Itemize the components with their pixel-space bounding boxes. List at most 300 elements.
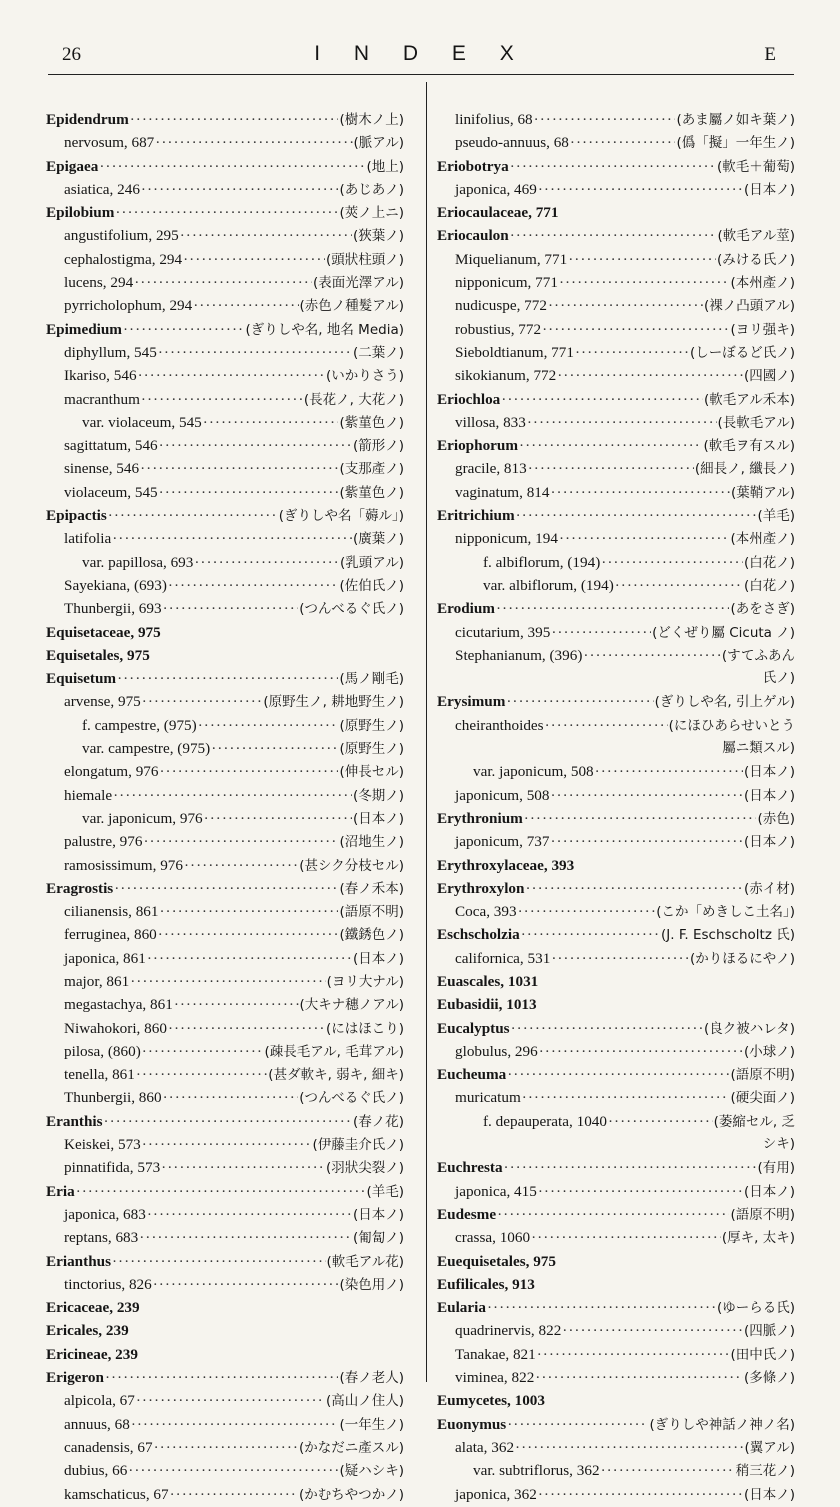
dot-leader: [575, 341, 689, 364]
entry-gloss: (軟毛アル莖): [717, 228, 795, 245]
index-entry-species: [46, 434, 404, 457]
index-entry-species: [46, 481, 404, 504]
index-entry-species: [437, 644, 795, 667]
dot-leader: [501, 388, 703, 411]
entry-term: ferruginea, 860: [64, 926, 157, 944]
dot-leader: [158, 923, 339, 946]
index-entry-species: [46, 760, 404, 783]
dot-leader: [136, 1063, 267, 1086]
index-entry-species: [46, 830, 404, 853]
dot-leader: [158, 341, 352, 364]
index-entry-species: [46, 457, 404, 480]
index-entry-species: [437, 1483, 795, 1506]
entry-term: Eriocaulon: [437, 227, 509, 245]
dot-leader: [105, 1366, 339, 1389]
index-entry-genus: [437, 1156, 795, 1179]
entry-term: robustius, 772: [455, 320, 542, 338]
entry-gloss: (羊毛): [757, 508, 795, 525]
entry-gloss: (莢ノ上ニ): [339, 205, 404, 222]
entry-term: Ericaceae, 239: [46, 1299, 140, 1317]
entry-term: Eria: [46, 1182, 75, 1200]
index-entry-genus: [46, 621, 404, 644]
entry-term: Eriophorum: [437, 437, 519, 455]
dot-leader: [138, 364, 325, 387]
index-entry-species: [437, 784, 795, 807]
dot-leader: [134, 271, 312, 294]
dot-leader: [528, 457, 694, 480]
entry-gloss: (にはほこり): [325, 1020, 404, 1037]
entry-term: f. depauperata, 1040: [483, 1112, 607, 1130]
index-entry-species: [46, 597, 404, 620]
index-entry-species: [437, 830, 795, 853]
entry-gloss: (ヨリ强キ): [730, 321, 795, 338]
index-entry-genus: [437, 155, 795, 178]
dot-leader: [76, 1180, 366, 1203]
entry-term: pyrricholophum, 294: [64, 297, 193, 315]
entry-term: nipponicum, 194: [455, 530, 558, 548]
index-entry-genus: [46, 1110, 404, 1133]
entry-term: alpicola, 67: [64, 1392, 135, 1410]
entry-gloss: (日本ノ): [743, 834, 795, 851]
index-entry-genus: [437, 504, 795, 527]
dot-leader: [194, 551, 339, 574]
entry-gloss: (一年生ノ): [339, 1416, 404, 1433]
entry-gloss: (沼地生ノ): [339, 834, 404, 851]
index-entry-species: [437, 1040, 795, 1063]
entry-gloss: (脈アル): [353, 135, 404, 152]
dot-leader: [568, 248, 716, 271]
index-entry-species: [437, 551, 795, 574]
index-entry-species: [437, 621, 795, 644]
entry-gloss: (本州產ノ): [730, 531, 795, 548]
entry-term: major, 861: [64, 972, 130, 990]
entry-gloss: (ぎりしや名, 引上ゲル): [654, 694, 795, 711]
dot-leader: [198, 714, 339, 737]
dot-leader: [112, 1250, 326, 1273]
index-entry-species: [437, 481, 795, 504]
index-entry-species: [437, 1086, 795, 1109]
entry-term: Epilobium: [46, 204, 115, 222]
entry-gloss: (田中氏ノ): [730, 1346, 795, 1363]
entry-gloss: (日本ノ): [352, 950, 404, 967]
entry-gloss: (匍匐ノ): [352, 1230, 404, 1247]
dot-leader: [168, 1017, 325, 1040]
dot-leader: [142, 1040, 264, 1063]
entry-term: Equisetaceae, 975: [46, 623, 161, 641]
entry-term: linifolius, 68: [455, 111, 533, 128]
dot-leader: [114, 877, 338, 900]
entry-gloss: (語原不明): [730, 1067, 795, 1084]
index-entry-species: [437, 271, 795, 294]
dot-leader: [108, 504, 278, 527]
entry-term: Eriocaulaceae, 771: [437, 204, 559, 222]
entry-gloss: (廣葉ノ): [352, 531, 404, 548]
index-entry-species: [437, 294, 795, 317]
dot-leader: [583, 644, 720, 667]
entry-gloss: (春ノ禾本): [339, 880, 404, 897]
entry-gloss: 稍三花ノ): [735, 1463, 795, 1480]
entry-gloss: (こか「めきしこ土名」): [656, 904, 795, 921]
entry-gloss: (みける氏ノ): [716, 251, 795, 268]
entry-term: japonica, 415: [455, 1182, 537, 1200]
entry-term: violaceum, 545: [64, 483, 158, 501]
index-entry-species: [437, 1180, 795, 1203]
entry-gloss: (ヨリ大ナル): [326, 973, 404, 990]
dot-leader: [615, 574, 743, 597]
entry-gloss: (四國ノ): [743, 368, 795, 385]
entry-term: Eritrichium: [437, 507, 515, 525]
index-entry-genus: [437, 1203, 795, 1226]
index-entry-species: [46, 1063, 404, 1086]
entry-gloss: (多條ノ): [743, 1370, 795, 1387]
entry-term: var. japonicum, 976: [82, 809, 203, 827]
entry-term: Euascales, 1031: [437, 972, 539, 990]
index-entry-genus: [46, 667, 404, 690]
index-entry-genus: [46, 1319, 404, 1342]
entry-term: f. albiflorum, (194): [483, 553, 601, 571]
entry-term: Erythroxylaceae, 393: [437, 856, 575, 874]
dot-leader: [112, 527, 352, 550]
entry-gloss: (二葉ノ): [352, 344, 404, 361]
index-entry-genus: [46, 504, 404, 527]
entry-gloss: (本州產ノ): [730, 275, 795, 292]
entry-gloss: (大キナ穗ノアル): [299, 997, 404, 1014]
index-entry-species: [46, 1226, 404, 1249]
entry-gloss: (春ノ花): [352, 1113, 404, 1130]
index-entry-species: [46, 784, 404, 807]
index-entry-species: [46, 714, 404, 737]
entry-gloss: 屬ニ類スル): [722, 740, 795, 757]
dot-leader: [168, 574, 339, 597]
dot-leader: [595, 760, 743, 783]
entry-gloss: (染色用ノ): [339, 1276, 404, 1293]
dot-leader: [506, 690, 653, 713]
dot-leader: [115, 201, 338, 224]
entry-gloss: (甚ダ軟キ, 弱キ, 細キ): [268, 1067, 404, 1084]
entry-gloss: 氏ノ): [762, 670, 795, 687]
index-entry-species: [46, 1436, 404, 1459]
entry-term: quadrinervis, 822: [455, 1322, 562, 1340]
column-divider: [426, 82, 427, 1382]
dot-leader: [601, 1459, 735, 1482]
entry-term: Eubasidii, 1013: [437, 996, 537, 1014]
entry-gloss: (僞「擬」一年生ノ): [676, 135, 795, 152]
entry-term: Eriochloa: [437, 390, 501, 408]
dot-leader: [535, 1366, 743, 1389]
entry-term: Miquelianum, 771: [455, 250, 568, 268]
entry-term: Keiskei, 573: [64, 1136, 141, 1154]
index-entry-genus: [437, 993, 795, 1016]
entry-term: sinense, 546: [64, 460, 140, 478]
entry-term: Epigaea: [46, 157, 99, 175]
dot-leader: [163, 597, 299, 620]
entry-gloss: (春ノ老人): [339, 1370, 404, 1387]
entry-gloss: (羽狀尖裂ノ): [325, 1160, 404, 1177]
dot-leader: [211, 737, 338, 760]
dot-leader: [142, 1133, 312, 1156]
entry-term: var. japonicum, 508: [473, 763, 594, 781]
dot-leader: [538, 1180, 743, 1203]
entry-term: lucens, 294: [64, 274, 134, 292]
entry-term: reptans, 683: [64, 1229, 139, 1247]
entry-gloss: (地上): [366, 158, 404, 175]
entry-gloss: (甚シク分枝セル): [299, 857, 404, 874]
index-entry-genus: [46, 318, 404, 341]
entry-gloss: (日本ノ): [352, 810, 404, 827]
index-entry-genus: [437, 1296, 795, 1319]
entry-term: globulus, 296: [455, 1042, 538, 1060]
index-entry-species: [437, 411, 795, 434]
dot-leader: [601, 551, 743, 574]
index-entry-genus: [437, 597, 795, 620]
entry-term: viminea, 822: [455, 1369, 535, 1387]
dot-leader: [174, 993, 299, 1016]
entry-gloss: (日本ノ): [743, 1183, 795, 1200]
index-entry-species: [46, 1483, 404, 1506]
entry-term: japonica, 469: [455, 180, 537, 198]
index-entry-species: [437, 574, 795, 597]
entry-term: Eriobotrya: [437, 157, 509, 175]
dot-leader: [155, 131, 352, 154]
entry-gloss: (小球ノ): [743, 1043, 795, 1060]
index-entry-species: [46, 178, 404, 201]
entry-gloss: (疎長毛アル, 毛茸アル): [264, 1043, 404, 1060]
entry-term: Erysimum: [437, 693, 506, 711]
index-entry-species: [437, 1366, 795, 1389]
index-entry-genus: [46, 1366, 404, 1389]
entry-term: Epimedium: [46, 320, 122, 338]
entry-term: Euequisetales, 975: [437, 1252, 556, 1270]
entry-term: Equisetum: [46, 670, 117, 688]
entry-term: nervosum, 687: [64, 134, 155, 152]
entry-term: Niwahokori, 860: [64, 1019, 167, 1037]
dot-leader: [140, 457, 338, 480]
index-entry-genus: [46, 155, 404, 178]
entry-term: sagittatum, 546: [64, 437, 158, 455]
entry-term: cicutarium, 395: [455, 623, 551, 641]
dot-leader: [527, 411, 717, 434]
dot-leader: [538, 178, 743, 201]
index-entry-species: [46, 411, 404, 434]
entry-term: Epidendrum: [46, 111, 129, 128]
entry-term: diphyllum, 545: [64, 343, 157, 361]
entry-gloss: (葉鞘アル): [731, 484, 795, 501]
dot-leader: [159, 481, 339, 504]
index-entry-species: [46, 224, 404, 247]
index-entry-species: [437, 1459, 795, 1482]
index-entry-species: [46, 1273, 404, 1296]
entry-gloss: (かなだニ產スル): [298, 1439, 404, 1456]
index-entry-species: [437, 760, 795, 783]
dot-leader: [518, 900, 656, 923]
entry-gloss: シキ): [762, 1136, 795, 1153]
entry-gloss: (紫菫色ノ): [339, 414, 404, 431]
entry-gloss: (紫菫色ノ): [339, 484, 404, 501]
dot-leader: [161, 1156, 325, 1179]
dot-leader: [147, 947, 352, 970]
entry-term: var. papillosa, 693: [82, 553, 194, 571]
index-entry-species: [46, 388, 404, 411]
entry-term: elongatum, 976: [64, 763, 159, 781]
entry-gloss: (かむちやつかノ): [298, 1486, 404, 1503]
entry-term: Erianthus: [46, 1252, 111, 1270]
page-title: I N D E X: [314, 42, 528, 65]
entry-term: latifolia: [64, 530, 112, 548]
index-entry-species: [437, 178, 795, 201]
dot-leader: [550, 830, 742, 853]
index-entry-genus: [437, 388, 795, 411]
dot-leader: [136, 1389, 325, 1412]
index-entry-species: [437, 108, 795, 131]
dot-leader: [117, 667, 338, 690]
dot-leader: [525, 877, 742, 900]
dot-leader: [515, 1436, 743, 1459]
dot-leader: [496, 597, 729, 620]
entry-gloss: (ぎりしや名「薅ル」): [278, 508, 404, 525]
entry-gloss: (赤イ材): [743, 880, 795, 897]
entry-term: Equisetales, 975: [46, 646, 150, 664]
dot-leader: [159, 434, 352, 457]
entry-term: tenella, 861: [64, 1066, 135, 1084]
dot-leader: [141, 388, 303, 411]
index-entry-species: [46, 131, 404, 154]
entry-gloss: (長花ノ, 大花ノ): [303, 391, 404, 408]
dot-leader: [113, 784, 352, 807]
entry-term: Erythroxylon: [437, 879, 525, 897]
dot-leader: [538, 1483, 743, 1506]
entry-gloss: (ぎりしや神話ノ神ノ名): [649, 1416, 795, 1433]
entry-term: Epipactis: [46, 507, 107, 525]
dot-leader: [99, 155, 365, 178]
entry-term: Eumycetes, 1003: [437, 1392, 545, 1410]
dot-leader: [548, 294, 703, 317]
entry-term: Eudesme: [437, 1205, 497, 1223]
entry-term: hiemale: [64, 786, 113, 804]
dot-leader: [557, 364, 743, 387]
entry-term: Ericales, 239: [46, 1322, 129, 1340]
entry-term: Thunbergii, 860: [64, 1089, 162, 1107]
index-entry-species: [46, 1413, 404, 1436]
dot-leader: [497, 1203, 729, 1226]
entry-gloss: (白花ノ): [743, 577, 795, 594]
dot-leader: [130, 108, 339, 131]
index-entry-species: [46, 551, 404, 574]
index-entry-species: [46, 1086, 404, 1109]
entry-gloss: (いかりさう): [325, 368, 404, 385]
entry-gloss: (あじあノ): [339, 181, 404, 198]
index-entry-genus: [437, 1389, 795, 1412]
index-entry-species: [46, 1459, 404, 1482]
entry-term: californica, 531: [455, 949, 551, 967]
entry-gloss: (軟毛アル花): [326, 1253, 404, 1270]
index-entry-species: [46, 1203, 404, 1226]
entry-term: Sieboldtianum, 771: [455, 343, 574, 361]
dot-leader: [511, 1017, 703, 1040]
dot-leader: [608, 1110, 713, 1133]
index-entry-species: [437, 1343, 795, 1366]
dot-leader: [104, 1110, 352, 1133]
entry-term: pseudo-annuus, 68: [455, 134, 569, 152]
entry-gloss: (日本ノ): [743, 1486, 795, 1503]
entry-gloss: (原野生ノ, 耕地野生ノ): [263, 694, 404, 711]
entry-gloss: (裸ノ凸頭アル): [704, 298, 795, 315]
entry-term: sikokianum, 772: [455, 367, 557, 385]
entry-term: asiatica, 246: [64, 180, 140, 198]
dot-leader: [551, 947, 689, 970]
entry-gloss: (語原不明): [339, 904, 404, 921]
dot-leader: [550, 784, 742, 807]
entry-gloss: (赤色): [757, 810, 795, 827]
entry-term: var. subtriflorus, 362: [473, 1462, 600, 1480]
dot-leader: [519, 434, 702, 457]
index-column-right: [437, 108, 795, 1506]
entry-gloss: (にほひあらせいとう: [668, 717, 795, 734]
entry-gloss: (あま屬ノ如キ葉ノ): [676, 112, 795, 128]
entry-gloss: (冬期ノ): [352, 787, 404, 804]
index-entry-genus: [46, 644, 404, 667]
dot-leader: [159, 900, 338, 923]
entry-gloss: (翼アル): [744, 1439, 795, 1456]
entry-term: macranthum: [64, 390, 140, 408]
index-entry-species: [437, 1110, 795, 1133]
entry-term: var. violaceum, 545: [82, 413, 202, 431]
entry-gloss: (つんべるぐ氏ノ): [299, 1090, 404, 1107]
entry-term: nudicuspe, 772: [455, 297, 547, 315]
index-entry-species: [46, 737, 404, 760]
index-entry-genus: [437, 1413, 795, 1436]
index-entry-species: [46, 1040, 404, 1063]
index-entry-species: [46, 1017, 404, 1040]
entry-gloss: (J. F. Eschscholtz 氏): [660, 927, 795, 944]
entry-gloss: (良ク被ハレタ): [704, 1020, 795, 1037]
index-entry-species: [437, 527, 795, 550]
index-entry-genus: [437, 807, 795, 830]
dot-leader: [123, 318, 245, 341]
entry-gloss: (語原不明): [730, 1206, 795, 1223]
index-entry-species: [46, 527, 404, 550]
entry-gloss: (疑ハシキ): [339, 1463, 404, 1480]
index-entry-species: [437, 341, 795, 364]
entry-gloss: (支那產ノ): [339, 461, 404, 478]
entry-gloss: (原野生ノ): [339, 741, 404, 758]
entry-term: Stephanianum, (396): [455, 646, 583, 664]
index-entry-species: [437, 248, 795, 271]
entry-gloss: (萎縮セル, 乏: [713, 1113, 795, 1130]
index-entry-genus: [437, 201, 795, 224]
entry-gloss: (樹木ノ上): [339, 112, 404, 128]
entry-term: cheiranthoides: [455, 716, 544, 734]
index-entry-species: [46, 1389, 404, 1412]
entry-term: Eucheuma: [437, 1066, 507, 1084]
entry-term: japonica, 861: [64, 949, 146, 967]
entry-term: var. albiflorum, (194): [483, 576, 614, 594]
index-entry-species: [46, 947, 404, 970]
entry-gloss: (白花ノ): [743, 554, 795, 571]
dot-leader: [128, 1459, 338, 1482]
entry-term: japonicum, 737: [455, 833, 550, 851]
page-header: [50, 44, 792, 72]
dot-leader: [193, 294, 298, 317]
dot-leader: [570, 131, 676, 154]
index-entry-genus: [46, 108, 404, 131]
index-entry-genus: [437, 877, 795, 900]
entry-term: villosa, 833: [455, 413, 526, 431]
index-entry-species: [46, 1133, 404, 1156]
index-entry-species: [437, 1436, 795, 1459]
dot-leader: [183, 248, 325, 271]
index-entry-genus: [437, 923, 795, 946]
dot-leader: [537, 1343, 730, 1366]
